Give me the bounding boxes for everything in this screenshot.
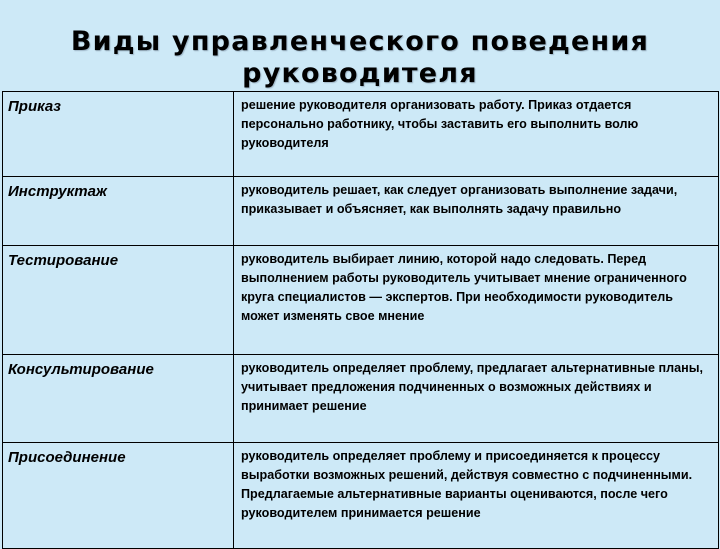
behavior-types-table bbox=[2, 91, 719, 549]
definition-cell: руководитель определяет проблему, предлагает альтернативные планы, учитывает предложения подчиненных о возможных действиях и принимает решение bbox=[234, 355, 719, 443]
definition-cell: руководитель решает, как следует организовать выполнение задачи, приказывает и объясняет, как выполнять задачу правильно bbox=[234, 177, 719, 246]
definition-cell: руководитель определяет проблему и присоединяется к процессу выработки возможных решений, действуя совместно с подчиненными. Предлагаемые альтернативные варианты оцениваются, после чего руководителем принимается решение bbox=[234, 443, 719, 549]
term-cell: Присоединение bbox=[3, 443, 234, 549]
term-cell: Консультирование bbox=[3, 355, 234, 443]
table-row bbox=[3, 355, 719, 443]
definition-cell: руководитель выбирает линию, которой надо следовать. Перед выполнением работы руководитель учитывает мнение ограниченного круга специалистов — экспертов. При необходимости руководитель может изменять свое мнение bbox=[234, 246, 719, 355]
table-row bbox=[3, 443, 719, 549]
title-line-2: руководителя bbox=[242, 58, 478, 89]
term-cell: Приказ bbox=[3, 92, 234, 177]
definition-cell: решение руководителя организовать работу. Приказ отдается персонально работнику, чтобы заставить его выполнить волю руководителя bbox=[234, 92, 719, 177]
term-cell: Тестирование bbox=[3, 246, 234, 355]
table-row bbox=[3, 92, 719, 177]
slide-title bbox=[20, 26, 700, 90]
term-cell: Инструктаж bbox=[3, 177, 234, 246]
table-row bbox=[3, 177, 719, 246]
table-row bbox=[3, 246, 719, 355]
title-line-1: Виды управленческого поведения bbox=[70, 26, 650, 57]
